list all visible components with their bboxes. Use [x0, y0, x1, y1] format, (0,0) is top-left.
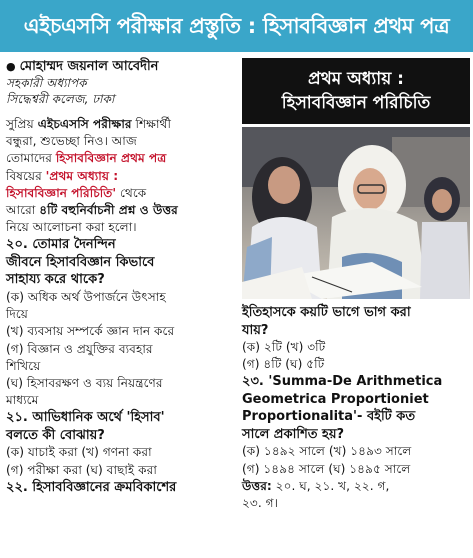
- author-name-text: মোহাম্মদ জয়নাল আবেদীন: [19, 59, 159, 74]
- author-name: [6, 58, 234, 75]
- question-22-continued: ইতিহাসকে কয়টি ভাগে ভাগ করা যায়?: [242, 305, 411, 338]
- question-21-options-row1: (ক) যাচাই করা (খ) গণনা করা: [6, 445, 152, 460]
- question-22: ২২. হিসাববিজ্ঞানের ক্রমবিকাশের: [6, 479, 177, 495]
- question-21: ২১. আভিধানিক অর্থে 'হিসাব' বলতে কী বোঝায়?: [6, 410, 165, 443]
- answer-key-label: উত্তর:: [242, 478, 272, 493]
- bullet-icon: ●: [6, 60, 16, 73]
- students-exam-photo: [242, 127, 470, 299]
- chapter-heading-box: [242, 58, 470, 124]
- question-21-options-row2: (গ) পরীক্ষা করা (ঘ) বাছাই করা: [6, 462, 157, 477]
- intro-paragraph: সুপ্রিয় এইচএসসি পরীক্ষার শিক্ষার্থী বন্ধুরা, শুভেচ্ছা নিও। আজ তোমাদের হিসাববিজ্ঞান প্রথম পত্র বিষয়ের 'প্রথম অধ্যায় : হিসাববিজ্ঞান পরিচিতি' থেকে আরো ৪টি বহুনির্বাচনী প্রশ্ন ও উত্তর নিয়ে আলোচনা করা হলো।: [6, 117, 178, 235]
- chapter-heading-line1: প্রথম অধ্যায় :: [308, 69, 404, 89]
- question-23: ২৩. 'Summa-De Arithmetica Geometrica Proportioniet Proportionalita'- বইটি কত সালে প্রকাশিত হয়?: [242, 374, 443, 442]
- answer-key-line1: ২০. ঘ, ২১. খ, ২২. গ,: [271, 478, 390, 493]
- page-banner: এইচএসসি পরীক্ষার প্রস্তুতি : হিসাববিজ্ঞান প্রথম পত্র: [0, 0, 473, 52]
- right-column: [242, 58, 470, 512]
- chapter-heading-line2: হিসাববিজ্ঞান পরিচিতি: [281, 93, 431, 113]
- answer-key: [242, 478, 470, 495]
- author-institution: সিদ্ধেশ্বরী কলেজ, ঢাকা: [6, 92, 115, 106]
- question-22-options-row2: (গ) ৪টি (ঘ) ৫টি: [242, 357, 325, 372]
- question-20: ২০. তোমার দৈনন্দিন জীবনে হিসাববিজ্ঞান কিভাবে সাহায্য করে থাকে?: [6, 237, 155, 288]
- left-column: [6, 58, 234, 496]
- question-23-options-row2: (গ) ১৪৯৪ সালে (ঘ) ১৪৯৫ সালে: [242, 461, 411, 476]
- question-22-options-row1: (ক) ২টি (খ) ৩টি: [242, 340, 326, 354]
- author-role: সহকারী অধ্যাপক: [6, 76, 87, 90]
- question-20-options: (ক) অধিক অর্থ উপার্জনে উৎসাহ দিয়ে (খ) ব্যবসায় সম্পর্কে জ্ঞান দান করে (গ) বিজ্ঞান ও প্রযুক্তির ব্যবহার শিখিয়ে (ঘ) হিসাবরক্ষণ ও ব্যয় নিয়ন্ত্রণের মাধ্যমে: [6, 289, 175, 408]
- answer-key-line2: ২৩. গ।: [242, 496, 278, 511]
- question-23-options-row1: (ক) ১৪৯২ সালে (খ) ১৪৯৩ সালে: [242, 444, 412, 459]
